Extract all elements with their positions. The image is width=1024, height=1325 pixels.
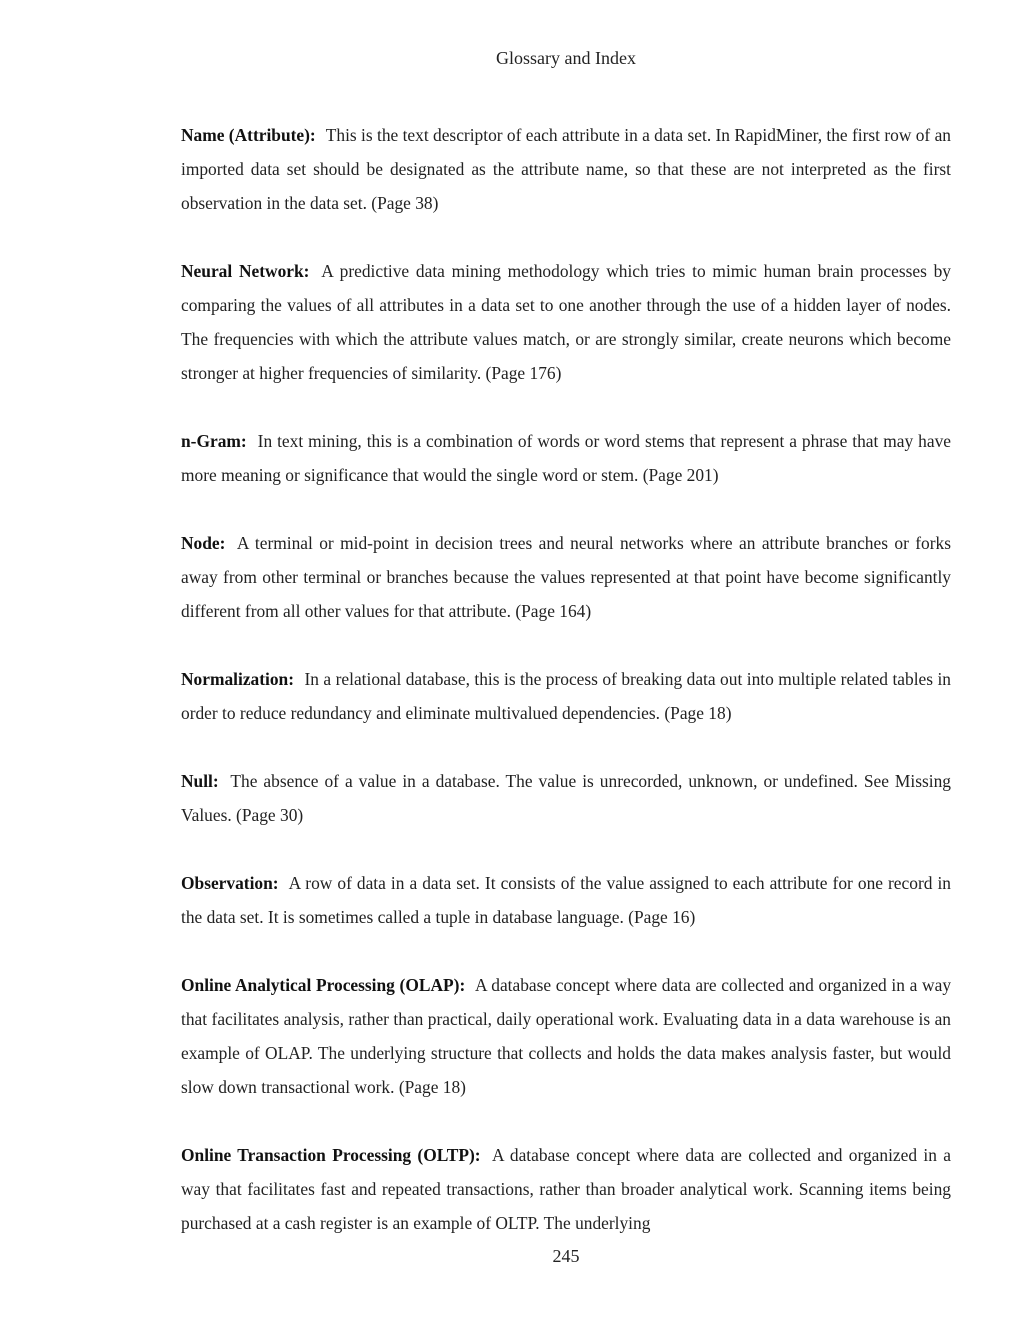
glossary-entry-null bbox=[181, 764, 951, 832]
glossary-definition: This is the text descriptor of each attribute in a data set. In RapidMiner, the first row of an imported data set should be designated as the attribute name, so that these are not interpreted as the first observation in the data set. (Page 38) bbox=[181, 125, 951, 213]
glossary-entry-normalization bbox=[181, 662, 951, 730]
glossary-definition: In a relational database, this is the process of breaking data out into multiple related tables in order to reduce redundancy and eliminate multivalued dependencies. (Page 18) bbox=[181, 669, 951, 723]
glossary-term: Node: bbox=[181, 533, 226, 553]
glossary-term: Online Analytical Processing (OLAP): bbox=[181, 975, 466, 995]
glossary-entry-name-attribute bbox=[181, 118, 951, 220]
glossary-entry-olap bbox=[181, 968, 951, 1104]
glossary-term: Neural Network: bbox=[181, 261, 310, 281]
glossary-entry-n-gram bbox=[181, 424, 951, 492]
glossary-term: Observation: bbox=[181, 873, 279, 893]
glossary-definition: A terminal or mid-point in decision trees and neural networks where an attribute branches or forks away from other terminal or branches because the values represented at that point have become significantly different from all other values for that attribute. (Page 164) bbox=[181, 533, 952, 621]
glossary-definition: A database concept where data are collected and organized in a way that facilitates fast and repeated transactions, rather than broader analytical work. Scanning items being purchased at a cash register is an example of OLTP. The underlying bbox=[181, 1145, 951, 1233]
page-number: 245 bbox=[552, 1246, 580, 1266]
glossary-term: Name (Attribute): bbox=[181, 125, 316, 145]
glossary-term: Normalization: bbox=[181, 669, 295, 689]
glossary-term: n-Gram: bbox=[181, 431, 247, 451]
glossary-term: Online Transaction Processing (OLTP): bbox=[181, 1145, 481, 1165]
glossary-definition: A predictive data mining methodology which tries to mimic human brain processes by comparing the values of all attributes in a data set to one another through the use of a hidden layer of nodes. The frequencies with which the attribute values match, or are strongly similar, create neurons which become stronger at higher frequencies of similarity. (Page 176) bbox=[181, 261, 951, 383]
running-header: Glossary and Index bbox=[496, 48, 636, 68]
glossary-definition: A row of data in a data set. It consists of the value assigned to each attribute for one record in the data set. It is sometimes called a tuple in database language. (Page 16) bbox=[181, 873, 951, 927]
glossary-entry-node bbox=[181, 526, 951, 628]
glossary-term: Null: bbox=[181, 771, 219, 791]
glossary-definition: The absence of a value in a database. The value is unrecorded, unknown, or undefined. See Missing Values. (Page 30) bbox=[181, 771, 951, 825]
glossary-entry-oltp bbox=[181, 1138, 951, 1240]
glossary-entry-neural-network bbox=[181, 254, 951, 390]
glossary-definition: In text mining, this is a combination of words or word stems that represent a phrase that may have more meaning or significance that would the single word or stem. (Page 201) bbox=[181, 431, 952, 485]
glossary-definition: A database concept where data are collected and organized in a way that facilitates analysis, rather than practical, daily operational work. Evaluating data in a data warehouse is an example of OLAP. The underlying structure that collects and holds the data makes analysis faster, but would slow down transactional work. (Page 18) bbox=[181, 975, 952, 1097]
glossary-content bbox=[181, 118, 951, 1274]
glossary-entry-observation bbox=[181, 866, 951, 934]
